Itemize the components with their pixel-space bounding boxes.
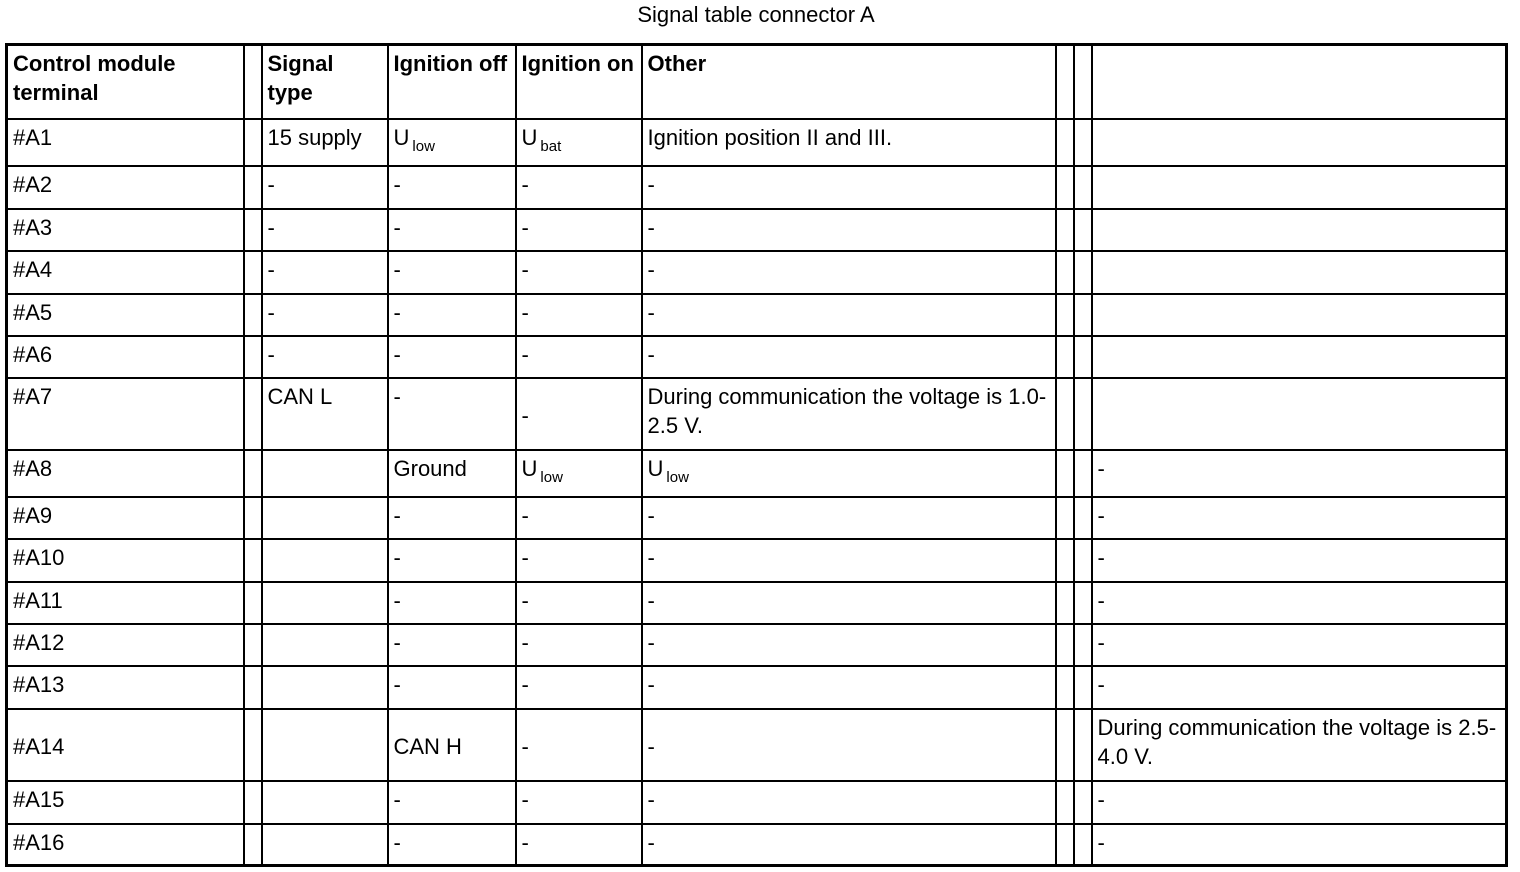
cell-ignition-on: [516, 209, 642, 251]
spacer-cell: [1074, 209, 1092, 251]
cell-ignition-off: [388, 450, 516, 497]
spacer-cell: [1056, 166, 1074, 209]
cell-extra: [1092, 119, 1507, 166]
cell-ignition-on-text: -: [521, 671, 529, 697]
cell-signal-type: [262, 209, 388, 251]
cell-other-text: -: [647, 256, 655, 282]
cell-ignition-on: [516, 666, 642, 709]
spacer-cell: [1056, 450, 1074, 497]
cell-signal-type: [262, 450, 388, 497]
cell-ignition-off: [388, 166, 516, 209]
cell-ignition-off-text: -: [393, 671, 401, 697]
cell-extra: [1092, 624, 1507, 666]
cell-other-text: -: [647, 171, 655, 197]
header-ignition-on: Ignition on: [516, 45, 642, 119]
cell-terminal: [7, 251, 244, 294]
cell-ignition-on-text: -: [521, 544, 529, 570]
cell-extra: [1092, 251, 1507, 294]
cell-terminal: [7, 539, 244, 582]
spacer-cell: [1074, 378, 1092, 450]
cell-terminal-text: #A16: [13, 829, 65, 855]
cell-terminal: [7, 166, 244, 209]
spacer-cell: [1056, 666, 1074, 709]
cell-ignition-on: [516, 582, 642, 624]
cell-extra: [1092, 666, 1507, 709]
cell-other-text: -: [647, 733, 655, 759]
cell-other: [642, 294, 1056, 336]
header-signal-type: Signal type: [262, 45, 388, 119]
cell-signal-type-text: -: [267, 341, 275, 367]
cell-other: [642, 336, 1056, 378]
cell-extra: [1092, 709, 1507, 781]
cell-signal-type: [262, 294, 388, 336]
cell-terminal-text: #A13: [13, 671, 65, 697]
cell-terminal-text: #A4: [13, 256, 53, 282]
spacer-cell: [244, 166, 262, 209]
spacer-cell: [1056, 497, 1074, 539]
cell-signal-type-text: -: [267, 256, 275, 282]
cell-other: [642, 378, 1056, 450]
cell-terminal-text: #A8: [13, 455, 53, 481]
cell-extra: [1092, 209, 1507, 251]
cell-terminal: [7, 624, 244, 666]
cell-other: [642, 709, 1056, 781]
cell-terminal: [7, 209, 244, 251]
cell-extra: [1092, 582, 1507, 624]
spacer-cell: [244, 450, 262, 497]
cell-ignition-on: [516, 119, 642, 166]
cell-signal-type-text: CAN L: [267, 383, 333, 409]
cell-other: [642, 166, 1056, 209]
spacer-cell: [1056, 45, 1074, 119]
cell-ignition-on-text: U: [521, 124, 538, 150]
cell-other-text: -: [647, 786, 655, 812]
cell-signal-type: [262, 497, 388, 539]
cell-other-text: -: [647, 502, 655, 528]
cell-ignition-off-text: -: [393, 587, 401, 613]
table-caption: Signal table connector A: [637, 2, 875, 27]
table-row: [7, 824, 1507, 866]
cell-terminal-text: #A7: [13, 383, 53, 409]
spacer-cell: [1056, 624, 1074, 666]
cell-ignition-off-text: -: [393, 256, 401, 282]
cell-terminal: [7, 336, 244, 378]
header-extra: [1092, 45, 1507, 119]
cell-ignition-off-text: U: [393, 124, 410, 150]
cell-extra: [1092, 824, 1507, 866]
cell-other-text: -: [647, 587, 655, 613]
cell-terminal-text: #A5: [13, 299, 53, 325]
header-terminal: Control module terminal: [7, 45, 244, 119]
cell-ignition-on-text: -: [521, 629, 529, 655]
cell-other-text: Ignition position II and III.: [647, 124, 893, 150]
cell-ignition-on-text: -: [521, 171, 529, 197]
table-row: [7, 781, 1507, 824]
spacer-cell: [1074, 251, 1092, 294]
cell-ignition-off: [388, 666, 516, 709]
spacer-cell: [1074, 119, 1092, 166]
table-row: [7, 539, 1507, 582]
cell-ignition-on-subscript: low: [540, 468, 563, 486]
cell-ignition-off: [388, 378, 516, 450]
cell-ignition-off: [388, 251, 516, 294]
cell-ignition-on-text: -: [521, 587, 529, 613]
cell-other-text: -: [647, 299, 655, 325]
spacer-cell: [1074, 666, 1092, 709]
cell-ignition-off: [388, 336, 516, 378]
cell-signal-type: [262, 119, 388, 166]
table-row: [7, 582, 1507, 624]
cell-terminal-text: #A6: [13, 341, 53, 367]
spacer-cell: [244, 45, 262, 119]
cell-signal-type: [262, 378, 388, 450]
spacer-cell: [244, 251, 262, 294]
cell-other: [642, 539, 1056, 582]
spacer-cell: [244, 497, 262, 539]
cell-extra: [1092, 294, 1507, 336]
spacer-cell: [244, 709, 262, 781]
cell-ignition-on-text: -: [521, 502, 529, 528]
table-row: [7, 378, 1507, 450]
cell-ignition-on: [516, 497, 642, 539]
cell-ignition-on-text: -: [521, 299, 529, 325]
spacer-cell: [244, 582, 262, 624]
cell-ignition-off: [388, 119, 516, 166]
cell-signal-type: [262, 624, 388, 666]
cell-extra-text: -: [1097, 629, 1105, 655]
cell-ignition-off-text: -: [393, 786, 401, 812]
cell-ignition-off-text: -: [393, 171, 401, 197]
cell-extra-text: -: [1097, 786, 1105, 812]
cell-ignition-on-text: -: [521, 786, 529, 812]
spacer-cell: [1074, 539, 1092, 582]
cell-extra: [1092, 378, 1507, 450]
cell-signal-type: [262, 781, 388, 824]
cell-ignition-off-text: -: [393, 502, 401, 528]
cell-other: [642, 450, 1056, 497]
cell-terminal: [7, 450, 244, 497]
cell-terminal: [7, 666, 244, 709]
spacer-cell: [1056, 336, 1074, 378]
table-row: [7, 450, 1507, 497]
cell-ignition-on-text: -: [521, 829, 529, 855]
cell-ignition-off-text: Ground: [393, 455, 467, 481]
spacer-cell: [244, 378, 262, 450]
cell-ignition-off: [388, 709, 516, 781]
spacer-cell: [244, 209, 262, 251]
cell-signal-type: [262, 666, 388, 709]
header-row: [7, 45, 1507, 119]
cell-terminal: [7, 378, 244, 450]
cell-extra: [1092, 497, 1507, 539]
cell-ignition-on-text: -: [521, 341, 529, 367]
cell-other: [642, 497, 1056, 539]
spacer-cell: [1074, 497, 1092, 539]
table-row: [7, 336, 1507, 378]
cell-ignition-on: [516, 539, 642, 582]
cell-signal-type: [262, 539, 388, 582]
spacer-cell: [1056, 119, 1074, 166]
table-row: [7, 209, 1507, 251]
cell-other-text: U: [647, 455, 664, 481]
cell-signal-type: [262, 709, 388, 781]
spacer-cell: [1074, 781, 1092, 824]
cell-extra-text: -: [1097, 544, 1105, 570]
cell-other-text: -: [647, 829, 655, 855]
cell-terminal-text: #A14: [13, 733, 65, 759]
cell-ignition-off-text: -: [393, 629, 401, 655]
table-row: [7, 166, 1507, 209]
spacer-cell: [1074, 45, 1092, 119]
cell-signal-type-text: -: [267, 299, 275, 325]
cell-signal-type-text: -: [267, 171, 275, 197]
spacer-cell: [1074, 624, 1092, 666]
cell-ignition-on: [516, 336, 642, 378]
cell-other: [642, 666, 1056, 709]
cell-extra: [1092, 450, 1507, 497]
cell-ignition-off-text: -: [393, 829, 401, 855]
cell-ignition-off: [388, 294, 516, 336]
spacer-cell: [1074, 166, 1092, 209]
cell-ignition-on-subscript: bat: [540, 137, 562, 155]
cell-ignition-off: [388, 582, 516, 624]
cell-ignition-on: [516, 624, 642, 666]
cell-ignition-on-text: -: [521, 402, 529, 428]
cell-ignition-off: [388, 497, 516, 539]
table-row: [7, 294, 1507, 336]
header-other: Other: [642, 45, 1056, 119]
cell-ignition-on: [516, 294, 642, 336]
spacer-cell: [244, 539, 262, 582]
cell-ignition-on: [516, 166, 642, 209]
cell-signal-type: [262, 336, 388, 378]
cell-extra-text: -: [1097, 455, 1105, 481]
spacer-cell: [1074, 582, 1092, 624]
cell-signal-type: [262, 824, 388, 866]
cell-terminal-text: #A2: [13, 171, 53, 197]
cell-other: [642, 119, 1056, 166]
spacer-cell: [1056, 294, 1074, 336]
cell-terminal: [7, 709, 244, 781]
cell-ignition-on: [516, 781, 642, 824]
cell-other-text: During communication the voltage is 1.0-2.5 V.: [647, 383, 1047, 438]
cell-ignition-off-text: -: [393, 299, 401, 325]
cell-ignition-off-text: -: [393, 214, 401, 240]
cell-ignition-off: [388, 624, 516, 666]
cell-terminal: [7, 119, 244, 166]
cell-ignition-off: [388, 824, 516, 866]
cell-extra-text: During communication the voltage is 2.5-4.0 V.: [1097, 714, 1497, 769]
cell-extra-text: -: [1097, 671, 1105, 697]
cell-ignition-on-text: -: [521, 256, 529, 282]
cell-terminal: [7, 294, 244, 336]
spacer-cell: [1074, 336, 1092, 378]
cell-terminal: [7, 497, 244, 539]
cell-other-subscript: low: [666, 468, 689, 486]
cell-signal-type: [262, 582, 388, 624]
cell-other-text: -: [647, 671, 655, 697]
cell-other-text: -: [647, 629, 655, 655]
cell-terminal-text: #A3: [13, 214, 53, 240]
cell-ignition-on: [516, 709, 642, 781]
cell-ignition-off: [388, 781, 516, 824]
cell-ignition-off-text: -: [393, 341, 401, 367]
header-ignition-off: Ignition off: [388, 45, 516, 119]
cell-signal-type: [262, 251, 388, 294]
spacer-cell: [1074, 709, 1092, 781]
cell-extra-text: -: [1097, 587, 1105, 613]
spacer-cell: [244, 666, 262, 709]
cell-signal-type-text: -: [267, 214, 275, 240]
table-row: [7, 709, 1507, 781]
cell-other-text: -: [647, 544, 655, 570]
spacer-cell: [244, 824, 262, 866]
spacer-cell: [244, 781, 262, 824]
cell-ignition-on-text: -: [521, 214, 529, 240]
cell-signal-type: [262, 166, 388, 209]
cell-ignition-on: [516, 378, 642, 450]
table-row: [7, 251, 1507, 294]
cell-other: [642, 209, 1056, 251]
spacer-cell: [244, 624, 262, 666]
spacer-cell: [244, 119, 262, 166]
cell-extra: [1092, 539, 1507, 582]
cell-extra: [1092, 781, 1507, 824]
cell-other-text: -: [647, 214, 655, 240]
cell-ignition-off: [388, 209, 516, 251]
cell-terminal-text: #A1: [13, 124, 53, 150]
spacer-cell: [1074, 450, 1092, 497]
spacer-cell: [1056, 582, 1074, 624]
cell-ignition-off: [388, 539, 516, 582]
cell-other: [642, 781, 1056, 824]
spacer-cell: [1056, 378, 1074, 450]
table-row: [7, 119, 1507, 166]
signal-table: [5, 43, 1508, 867]
spacer-cell: [1074, 824, 1092, 866]
cell-ignition-on: [516, 251, 642, 294]
cell-other: [642, 824, 1056, 866]
cell-other: [642, 624, 1056, 666]
cell-extra-text: -: [1097, 502, 1105, 528]
table-row: [7, 666, 1507, 709]
spacer-cell: [1056, 251, 1074, 294]
cell-terminal: [7, 582, 244, 624]
cell-terminal: [7, 824, 244, 866]
table-row: [7, 624, 1507, 666]
cell-ignition-off-text: -: [393, 544, 401, 570]
spacer-cell: [1074, 294, 1092, 336]
cell-ignition-on: [516, 824, 642, 866]
spacer-cell: [1056, 709, 1074, 781]
cell-terminal-text: #A12: [13, 629, 65, 655]
cell-terminal: [7, 781, 244, 824]
spacer-cell: [1056, 209, 1074, 251]
spacer-cell: [1056, 539, 1074, 582]
cell-ignition-off-text: -: [393, 383, 401, 409]
cell-ignition-off-text: CAN H: [393, 733, 462, 759]
cell-terminal-text: #A9: [13, 502, 53, 528]
cell-ignition-off-subscript: low: [412, 137, 435, 155]
cell-terminal-text: #A10: [13, 544, 65, 570]
spacer-cell: [244, 336, 262, 378]
cell-terminal-text: #A11: [13, 587, 63, 613]
spacer-cell: [1056, 824, 1074, 866]
table-row: [7, 497, 1507, 539]
spacer-cell: [244, 294, 262, 336]
cell-extra-text: -: [1097, 829, 1105, 855]
cell-ignition-on-text: U: [521, 455, 538, 481]
cell-extra: [1092, 166, 1507, 209]
cell-terminal-text: #A15: [13, 786, 65, 812]
spacer-cell: [1056, 781, 1074, 824]
cell-other: [642, 251, 1056, 294]
cell-signal-type-text: 15 supply: [267, 124, 362, 150]
cell-other-text: -: [647, 341, 655, 367]
cell-ignition-on: [516, 450, 642, 497]
cell-ignition-on-text: -: [521, 733, 529, 759]
cell-extra: [1092, 336, 1507, 378]
cell-other: [642, 582, 1056, 624]
